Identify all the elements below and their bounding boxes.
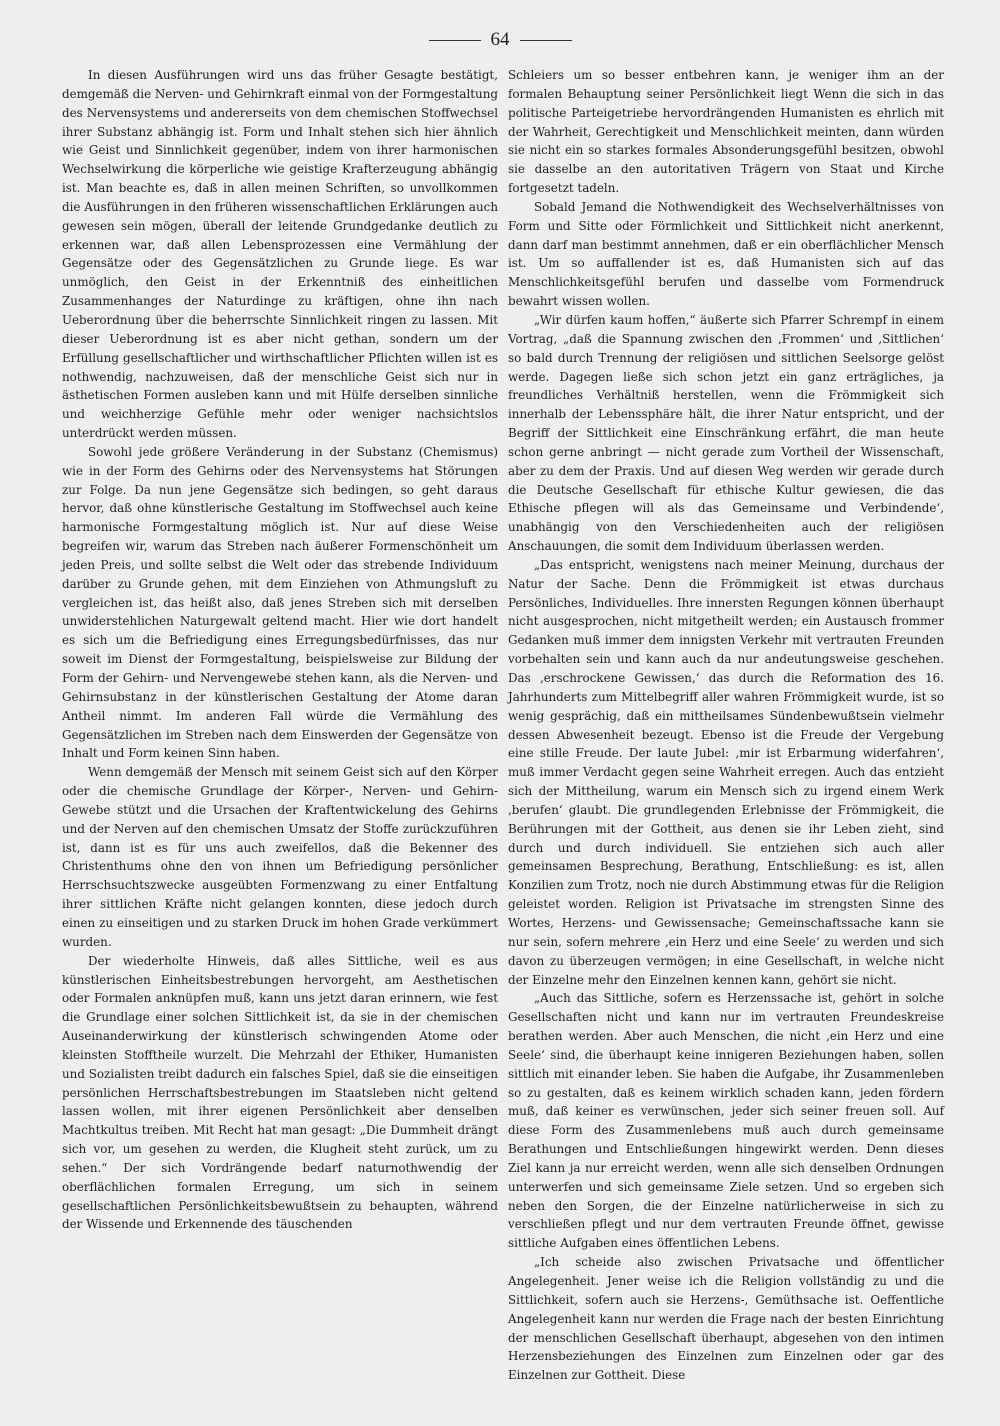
paragraph-continued: Schleiers um so besser entbehren kann, je weniger ihm an der formalen Behauptung seiner Persönlichkeit liegt Wenn die sich in das politische Parteigetriebe hervordrängenden Humanisten es ehrlich mit der Wahrheit, Gerechtigkeit und Menschlichkeit meinten, dann würden sie nicht ein so starkes formales Absonderungsgefühl besitzen, obwohl sie dasselbe an den autoritativen Trägern von Staat und Kirche fortgesetzt tadeln. <box>508 68 944 196</box>
paragraph: „Ich scheide also zwischen Privatsache und öffentlicher Angelegenheit. Jener weise ich die Religion vollständig zu und die Sittlichkeit, sofern auch sie Herzens-, Gemüthsache ist. Oeffentliche Angelegenheit kann nur werden die Frage nach der besten Einrichtung der menschlichen Gesellschaft überhaupt, abgesehen von den intimen Herzensbeziehungen des Einzelnen zum Einzelnen oder gar des Einzelnen zur Gottheit. Diese <box>508 1255 944 1383</box>
paragraph: Sobald Jemand die Nothwendigkeit des Wechselverhältnisses von Form und Sitte oder Förmlichkeit und Sittlichkeit nicht anerkennt, dann darf man bestimmt annehmen, daß er ein oberflächlicher Mensch ist. Um so auffallender ist es, daß Humanisten sich auf das Menschlichkeitsgefühl berufen und dasselbe vom Formendruck bewahrt wissen wollen. <box>508 199 944 309</box>
paragraph: In diesen Ausführungen wird uns das früher Gesagte bestätigt, demgemäß die Nerven- und Gehirnkraft einmal von der Formgestaltung des Nervensystems und andererseits von dem chemischen Stoffwechsel ihrer Substanz abhängig ist. Form und Inhalt stehen sich hier ähnlich wie Geist und Sinnlichkeit gegenüber, indem von ihrer harmonischen Wechselwirkung die körperliche wie geistige Krafterzeugung abhängig ist. Man beachte es, daß in allen meinen Schriften, so unvollkommen die Ausführungen in den früheren wissenschaftlichen Erklärungen auch gewesen sein mögen, überall der leitende Grundgedanke deutlich zu erkennen war, daß allen Lebensprozessen eine Vermählung der Gegensätze oder des Gegensätzlichen zu Grunde liege. Es war unmöglich, den Geist in der Erkenntniß des einheitlichen Zusammenhanges der Naturdinge zu kräftigen, ohne ihn nach Ueberordnung über die beherrschte Sinnlichkeit ringen zu lassen. Mit dieser Ueberordnung ist es aber nicht gethan, sondern um der Erfüllung gesellschaftlicher und wirthschaftlicher Pflichten willen ist es nothwendig, nachzuweisen, daß der menschliche Geist sich nur in ästhetischen Formen ausleben kann und mit Hülfe derselben sinnliche und weichherzige Gefühle mehr oder weniger nachsichtslos unterdrückt werden müssen. <box>62 68 498 441</box>
header-rule-right <box>520 40 572 41</box>
paragraph: Wenn demgemäß der Mensch mit seinem Geist sich auf den Körper oder die chemische Grundlage der Körper-, Nerven- und Gehirn-Gewebe stützt und die Ursachen der Kraftentwickelung des Gehirns und der Nerven auf den chemischen Umsatz der Stoffe zurückzuführen ist, dann ist es für uns auch zweifellos, daß die Bekenner des Christenthums ohne den von ihnen um Befriedigung persönlicher Herrschsuchtszwecke ausgeübten Formenzwang zu einer Entfaltung ihrer sittlichen Kräfte nicht gelangen konnten, diese jedoch durch einen zu einseitigen und zu starken Druck im hohen Grade verkümmert wurden. <box>62 765 498 949</box>
paragraph: „Das entspricht, wenigstens nach meiner Meinung, durchaus der Natur der Sache. Denn die Frömmigkeit ist etwas durchaus Persönliches, Individuelles. Ihre innersten Regungen können überhaupt nicht ausgesprochen, nicht mitgetheilt werden; ein Austausch frommer Gedanken muß immer dem innigsten Verkehr mit vertrauten Freunden vorbehalten sein und kann auch da nur andeutungsweise geschehen. Das ‚erschrockene Gewissen,‘ das durch die Reformation des 16. Jahrhunderts zum Mittelbegriff aller wahren Frömmigkeit wurde, ist so wenig gesprächig, daß ein mittheilsames Sündenbewußtsein vielmehr dessen Abwesenheit bezeugt. Ebenso ist die Freude der Vergebung eine stille Freude. Der laute Jubel: ‚mir ist Erbarmung widerfahren‘, muß immer Verdacht gegen seine Wahrheit erregen. Auch das entzieht sich der Mittheilung, warum ein Mensch sich zu irgend einem Werk ‚berufen‘ glaubt. Die grundlegenden Erlebnisse der Frömmigkeit, die Berührungen mit der Gottheit, aus denen sie ihr Leben zieht, sind durch und durch individuell. Sie entziehen sich auch aller gemeinsamen Besprechung, Berathung, Entschließung: es ist, allen Konzilien zum Trotz, noch nie durch Abstimmung etwas für die Religion geleistet worden. Religion ist Privatsache im strengsten Sinne des Wortes, Herzens- und Gewissensache; Gemeinschaftssache kann sie nur sein, sofern mehrere ‚ein Herz und eine Seele‘ zu werden und sich davon zu überzeugen vermögen; in eine Gesellschaft, in welche nicht der Einzelne mehr den Einzelnen kennen kann, gehört sie nicht. <box>508 557 944 987</box>
paragraph: Sowohl jede größere Veränderung in der Substanz (Chemismus) wie in der Form des Gehirns oder des Nervensystems hat Störungen zur Folge. Da nun jene Gegensätze sich bedingen, so geht daraus hervor, daß ohne künstlerische Gestaltung im Stoffwechsel auch keine harmonische Formgestaltung möglich ist. Nur auf diese Weise begreifen wir, warum das Streben nach äußerer Formenschönheit um jeden Preis, und sollte selbst die Welt oder das strebende Individuum darüber zu Grunde gehen, mit dem Einziehen von Athmungsluft zu vergleichen ist, das heißt also, daß jenes Streben sich mit derselben unwiderstehlichen Naturgewalt geltend macht. Hier wie dort handelt es sich um die Befriedigung eines Erregungsbedürfnisses, das nur soweit im Dienst der Formgestaltung, beispielsweise zur Bildung der Form der Gehirn- und Nervengewebe stehen kann, als die Nerven- und Gehirnsubstanz in der künstlerischen Gestaltung der Atome daran Antheil nimmt. Im anderen Fall würde die Vermählung des Gegensätzlichen im Streben nach dem Einswerden der Gegensätze von Inhalt und Form keinen Sinn haben. <box>62 444 498 761</box>
paragraph: „Auch das Sittliche, sofern es Herzenssache ist, gehört in solche Gesellschaften nicht und kann nur im vertrauten Freundeskreise berathen werden. Aber auch Menschen, die nicht ‚ein Herz und eine Seele‘ sind, die überhaupt keine innigeren Beziehungen haben, sollen sittlich mit einander leben. Sie haben die Aufgabe, ihr Zusammenleben so zu gestalten, daß es keinem wirklich schaden kann, jeden fördern muß, daß keiner es verwünschen, jeder sich seiner freuen soll. Auf diese Form des Zusammenlebens muß auch durch gemeinsame Berathungen und Entschließungen hingewirkt werden. Denn dieses Ziel kann ja nur erreicht werden, wenn alle sich denselben Ordnungen unterwerfen und sich gemeinsame Ziele setzen. Und so ergeben sich neben den Sorgen, die der Einzelne natürlicherweise in sich zu verschließen pflegt und nur dem vertrauten Freunde öffnet, gewisse sittliche Aufgaben eines öffentlichen Lebens. <box>508 991 944 1251</box>
page-number: 64 <box>490 29 510 50</box>
paragraph: „Wir dürfen kaum hoffen,“ äußerte sich Pfarrer Schrempf in einem Vortrag, „daß die Spannung zwischen den ‚Frommen‘ und ‚Sittlichen‘ so bald durch Trennung der religiösen und sittlichen Seelsorge gelöst werde. Dagegen ließe sich schon jetzt ein ganz erträgliches, ja freundliches Verhältniß herstellen, wenn die Frömmigkeit sich innerhalb der Lebenssphäre hält, die ihrer Natur entspricht, und der Begriff der Sittlichkeit eine Einschränkung erfährt, die man heute schon gerne anbringt — nicht gerade zum Vortheil der Wissenschaft, aber zu dem der Praxis. Und auf diesen Weg werden wir gerade durch die Deutsche Gesellschaft für ethische Kultur gewiesen, die das Ethische pflegen will als das Gemeinsame und Verbindende‘, unabhängig von den Verschiedenheiten auch der religiösen Anschauungen, die somit dem Individuum überlassen werden. <box>508 312 944 554</box>
page-header <box>0 26 1000 54</box>
right-column <box>508 66 944 1383</box>
left-column <box>62 66 498 1352</box>
header-rule-left <box>429 40 481 41</box>
paragraph: Der wiederholte Hinweis, daß alles Sittliche, weil es aus künstlerischen Einheitsbestrebungen hervorgeht, am Aesthetischen oder Formalen anknüpfen muß, kann uns jetzt daran erinnern, wie fest die Grundlage einer solchen Sittlichkeit ist, da sie in der chemischen Auseinanderwirkung der künstlerisch schwingenden Atome oder kleinsten Stofftheile wurzelt. Die Mehrzahl der Ethiker, Humanisten und Sozialisten treibt dadurch ein falsches Spiel, daß sie die einseitigen persönlichen Herrschaftsbestrebungen im Staatsleben nicht geltend lassen wollen, mit ihrer eigenen Persönlichkeit aber denselben Machtkultus treiben. Mit Recht hat man gesagt: „Die Dummheit drängt sich vor, um gesehen zu werden, die Klugheit steht zurück, um zu sehen.“ Der sich Vordrängende bedarf naturnothwendig der oberflächlichen formalen Erregung, um sich in seinem gesellschaftlichen Persönlichkeitsbewußtsein zu behaupten, während der Wissende und Erkennende des täuschenden <box>62 953 498 1232</box>
